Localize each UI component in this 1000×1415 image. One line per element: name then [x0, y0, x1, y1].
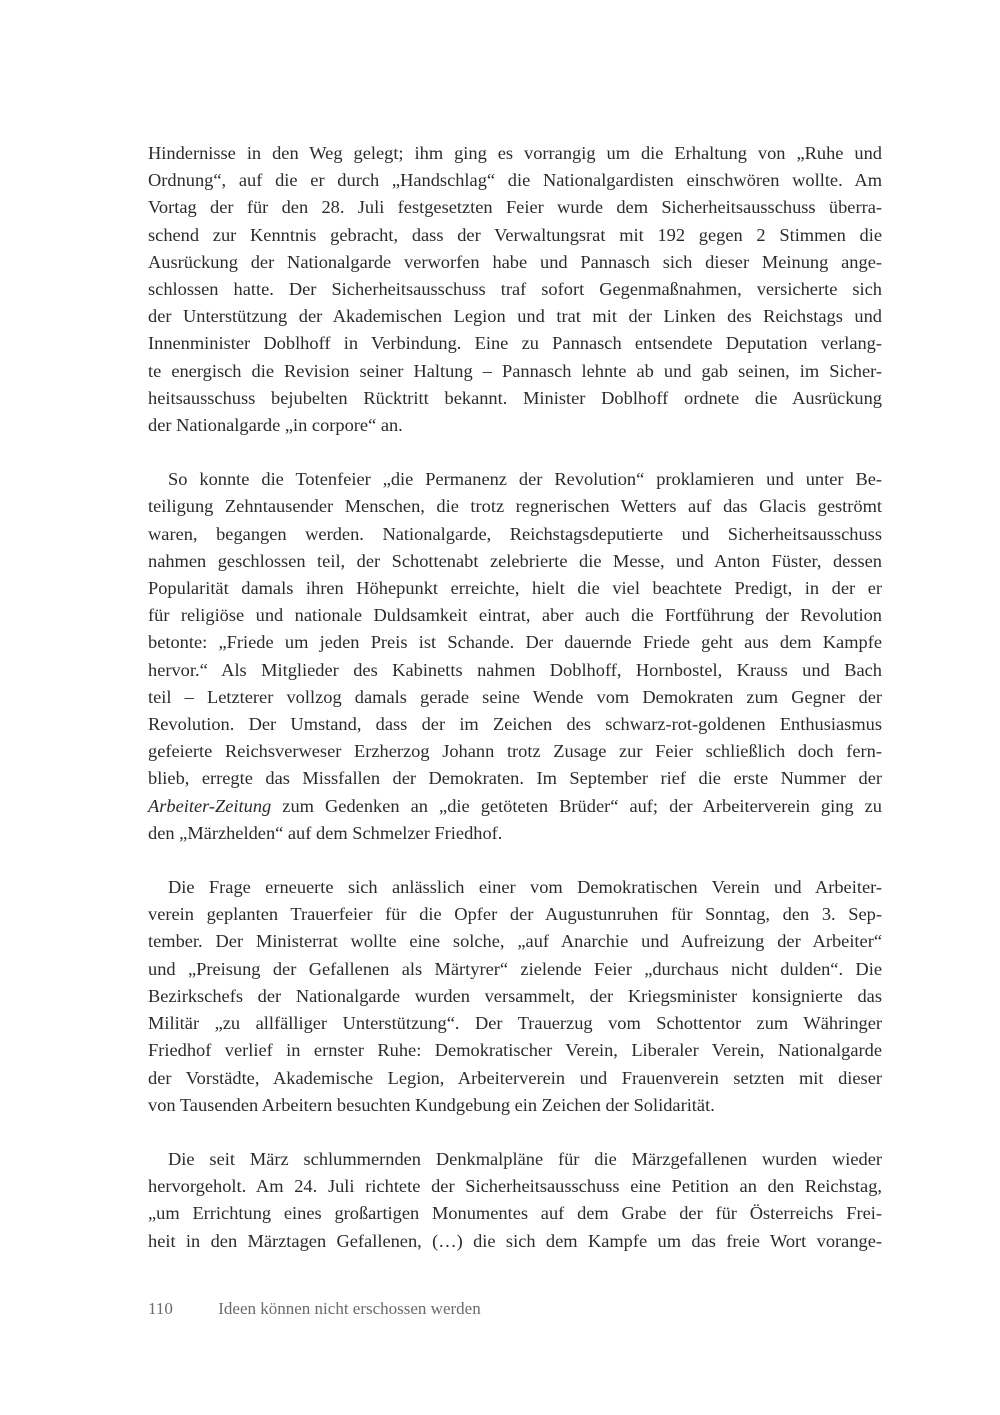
text-line: Vortag der für den 28. Juli festgesetzten Feier wurde dem Sicherheitsausschuss überra- — [148, 197, 882, 218]
text-line: waren, begangen werden. Nationalgarde, Reichstagsdeputierte und Sicherheitsausschuss — [148, 523, 882, 544]
running-title: Ideen können nicht erschossen werden — [218, 1299, 481, 1318]
text-line: den „Märzhelden“ auf dem Schmelzer Friedhof. — [148, 822, 503, 843]
italic-title: Arbeiter-Zeitung — [148, 795, 272, 816]
page-footer — [148, 1299, 481, 1319]
text-line: blieb, erregte das Missfallen der Demokraten. Im September rief die erste Nummer der — [148, 768, 882, 789]
text-line: von Tausenden Arbeitern besuchten Kundgebung ein Zeichen der Solidarität. — [148, 1094, 715, 1115]
text-line: hervorgeholt. Am 24. Juli richtete der Sicherheitsausschuss eine Petition an den Reichstag, — [148, 1176, 882, 1197]
paragraph-4 — [148, 1146, 882, 1255]
text-line: der Vorstädte, Akademische Legion, Arbeiterverein und Frauenverein setzten mit dieser — [148, 1067, 882, 1088]
text-line: Hindernisse in den Weg gelegt; ihm ging es vorrangig um die Erhaltung von „Ruhe und — [148, 143, 882, 163]
text-line: schlossen hatte. Der Sicherheitsausschuss traf sofort Gegenmaßnahmen, versicherte sich — [148, 279, 882, 300]
text-line: So konnte die Totenfeier „die Permanenz der Revolution“ proklamieren und unter Be- — [168, 469, 882, 490]
text-line: der Unterstützung der Akademischen Legion und trat mit der Linken des Reichstags und — [148, 306, 882, 327]
text-line: gefeierte Reichsverweser Erzherzog Johann trotz Zusage zur Feier schließlich doch fern- — [148, 741, 882, 762]
text-line: heitsausschuss bejubelten Rücktritt bekannt. Minister Doblhoff ordnete die Ausrückung — [148, 387, 882, 408]
text-line: Innenminister Doblhoff in Verbindung. Eine zu Pannasch entsendete Deputation verlang- — [148, 333, 882, 354]
text-fragment: zum Gedenken an „die getöteten Brüder“ auf; der Arbeiterverein ging zu — [271, 795, 882, 816]
text-line: Die seit März schlummernden Denkmalpläne für die Märzgefallenen wurden wieder — [168, 1148, 882, 1169]
text-line: teil – Letzterer vollzog damals gerade seine Wende vom Demokraten zum Gegner der — [148, 686, 882, 707]
text-line: betonte: „Friede um jeden Preis ist Schande. Der dauernde Friede geht aus dem Kampfe — [148, 632, 882, 653]
page-number: 110 — [148, 1299, 173, 1318]
text-line: Militär „zu allfälliger Unterstützung“. Der Trauerzug vom Schottentor zum Währinger — [148, 1013, 882, 1034]
paragraph-1 — [148, 140, 882, 439]
text-line: „um Errichtung eines großartigen Monumentes auf dem Grabe der für Österreichs Frei- — [148, 1203, 882, 1224]
text-line: verein geplanten Trauerfeier für die Opfer der Augustunruhen für Sonntag, den 3. Sep- — [148, 904, 882, 925]
text-line: te energisch die Revision seiner Haltung – Pannasch lehnte ab und gab seinen, im Sicher- — [148, 360, 882, 381]
paragraph-3 — [148, 874, 882, 1119]
text-line: schend zur Kenntnis gebracht, dass der Verwaltungsrat mit 192 gegen 2 Stimmen die — [148, 224, 882, 245]
text-line: Ausrückung der Nationalgarde verworfen habe und Pannasch sich dieser Meinung ange- — [148, 251, 882, 272]
text-line: Popularität damals ihren Höhepunkt erreichte, hielt die viel beachtete Predigt, in der er — [148, 578, 882, 599]
text-line: nahmen geschlossen teil, der Schottenabt zelebrierte die Messe, und Anton Füster, dessen — [148, 550, 882, 571]
text-line: tember. Der Ministerrat wollte eine solche, „auf Anarchie und Aufreizung der Arbeiter“ — [148, 931, 882, 952]
text-line: Revolution. Der Umstand, dass der im Zeichen des schwarz-rot-goldenen Enthusiasmus — [148, 714, 882, 735]
text-line-with-italic — [148, 793, 882, 820]
text-line: heit in den Märztagen Gefallenen, (…) die sich dem Kampfe um das freie Wort vorange- — [148, 1230, 882, 1251]
text-line: teiligung Zehntausender Menschen, die trotz regnerischen Wetters auf das Glacis geströmt — [148, 496, 882, 517]
text-line: Ordnung“, auf die er durch „Handschlag“ die Nationalgardisten einschwören wollte. Am — [148, 170, 882, 191]
text-line: für religiöse und nationale Duldsamkeit eintrat, aber auch die Fortführung der Revolution — [148, 605, 882, 626]
paragraph-2 — [148, 466, 882, 847]
text-line: Friedhof verlief in ernster Ruhe: Demokratischer Verein, Liberaler Verein, Nationalgarde — [148, 1040, 882, 1061]
text-line: Die Frage erneuerte sich anlässlich einer vom Demokratischen Verein und Arbeiter- — [168, 877, 882, 898]
text-line: und „Preisung der Gefallenen als Märtyrer“ zielende Feier „durchaus nicht dulden“. Die — [148, 958, 882, 979]
text-line: der Nationalgarde „in corpore“ an. — [148, 415, 403, 436]
text-line: Bezirkschefs der Nationalgarde wurden versammelt, der Kriegsminister konsignierte das — [148, 985, 882, 1006]
page-body — [148, 140, 882, 1255]
text-line: hervor.“ Als Mitglieder des Kabinetts nahmen Doblhoff, Hornbostel, Krauss und Bach — [148, 659, 882, 680]
